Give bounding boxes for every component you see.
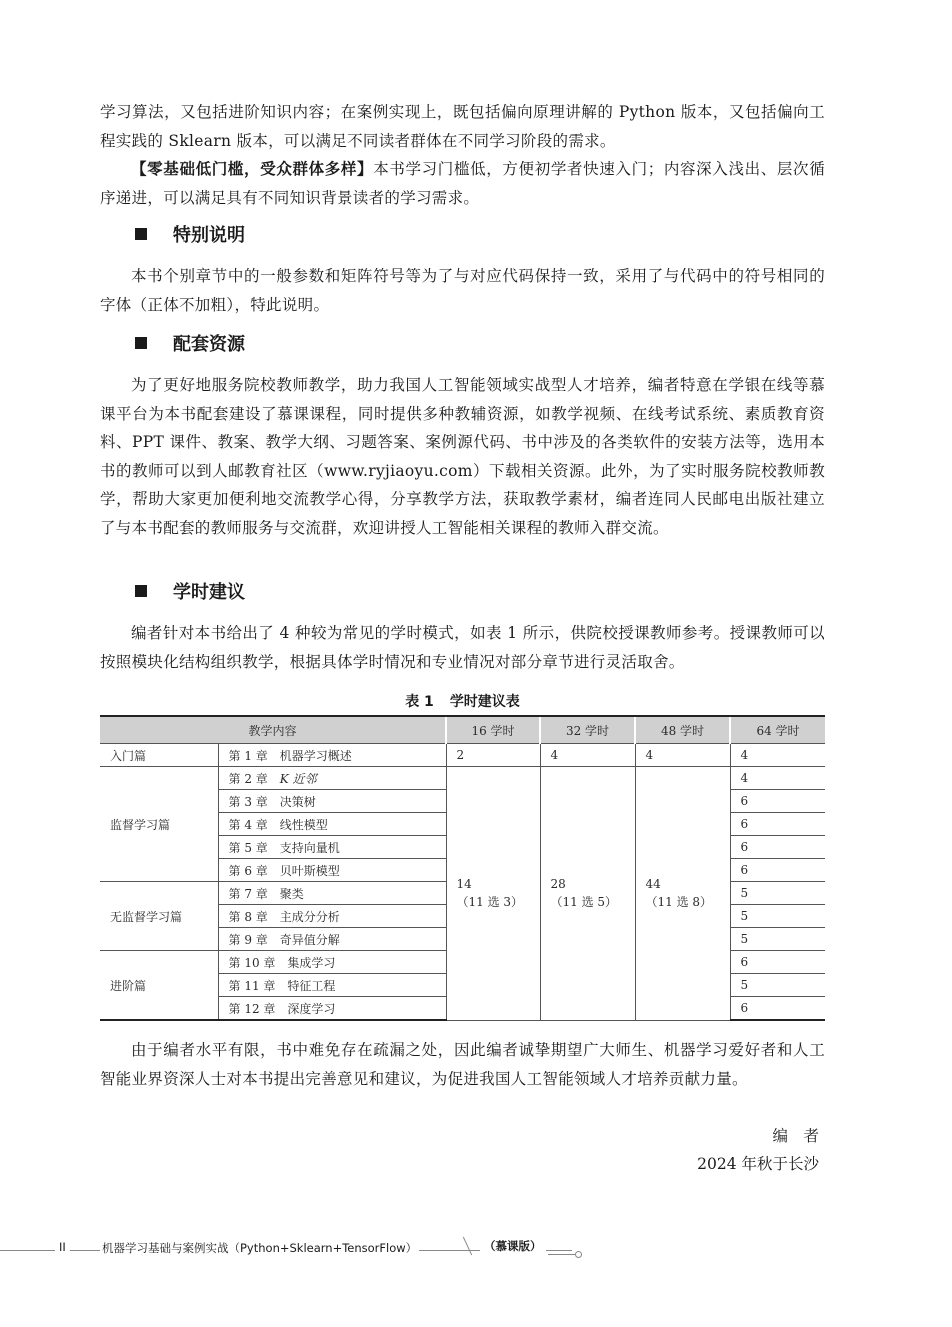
hours-32: 4 xyxy=(540,744,635,767)
chapter-cell xyxy=(218,951,446,974)
chapter-num: 第 12 章 xyxy=(228,1001,276,1016)
chapter-num: 第 11 章 xyxy=(228,978,276,993)
footer-divider xyxy=(463,1237,472,1256)
header-32h: 32 学时 xyxy=(540,716,635,744)
part-label: 进阶篇 xyxy=(100,951,218,1021)
table-caption xyxy=(100,692,825,712)
square-bullet-icon xyxy=(135,228,147,240)
chapter-num: 第 10 章 xyxy=(228,955,276,970)
footer-book-title: 机器学习基础与案例实战（Python+Sklearn+TensorFlow） xyxy=(102,1241,418,1255)
chapter-cell xyxy=(218,905,446,928)
chapter-name: 贝叶斯模型 xyxy=(279,863,340,878)
hours-64: 5 xyxy=(730,882,825,905)
chapter-name: 深度学习 xyxy=(287,1001,336,1016)
square-bullet-icon xyxy=(135,337,147,349)
footer-circle-icon xyxy=(575,1251,582,1258)
hours-48-value: 44 xyxy=(645,877,661,892)
chapter-cell xyxy=(218,744,446,767)
footer-edition-badge: （慕课版） xyxy=(480,1238,546,1254)
chapter-name: 主成分分析 xyxy=(279,909,340,924)
section-heading-hours xyxy=(135,581,245,605)
section-heading-text: 学时建议 xyxy=(173,582,245,603)
section-heading-text: 配套资源 xyxy=(173,334,245,355)
hours-64: 5 xyxy=(730,974,825,997)
chapter-cell xyxy=(218,790,446,813)
hours-64: 4 xyxy=(730,767,825,790)
paragraph-hours: 编者针对本书给出了 4 种较为常见的学时模式，如表 1 所示，供院校授课教师参考。授课教师可以按照模块化结构组织教学，根据具体学时情况和专业情况对部分章节进行灵活取舍。 xyxy=(100,624,825,671)
chapter-num: 第 8 章 xyxy=(228,909,268,924)
footer-tail-rule xyxy=(548,1254,576,1255)
part-label: 监督学习篇 xyxy=(100,767,218,882)
hours-64: 4 xyxy=(730,744,825,767)
table-row xyxy=(100,767,825,790)
chapter-num: 第 4 章 xyxy=(228,817,268,832)
hours-16-note: （11 选 3） xyxy=(456,895,524,910)
table-caption-number: 表 1 xyxy=(405,694,434,710)
paragraph-low-barrier-text: 本书学习门槛低，方便初学者快速入门；内容深入浅出、层次循序递进，可以满足具有不同知识背景读者的学习需求。 xyxy=(100,160,825,207)
chapter-name: 集成学习 xyxy=(287,955,336,970)
header-64h: 64 学时 xyxy=(730,716,825,744)
chapter-num: 第 5 章 xyxy=(228,840,268,855)
hours-48-note: （11 选 8） xyxy=(645,895,713,910)
chapter-name: 支持向量机 xyxy=(279,840,340,855)
signature-author: 编 者 xyxy=(772,1127,819,1145)
hours-16-value: 14 xyxy=(456,877,472,892)
chapter-cell xyxy=(218,859,446,882)
table-header-row xyxy=(100,716,825,744)
chapter-num: 第 1 章 xyxy=(228,748,268,763)
hours-64: 6 xyxy=(730,813,825,836)
hours-16: 2 xyxy=(446,744,540,767)
hours-32-note: （11 选 5） xyxy=(550,895,618,910)
hours-32-merged xyxy=(540,767,635,1021)
study-hours-table xyxy=(100,715,825,1021)
paragraph-low-barrier xyxy=(100,155,825,212)
square-bullet-icon xyxy=(135,585,147,597)
header-48h: 48 学时 xyxy=(635,716,730,744)
section-heading-text: 特别说明 xyxy=(173,225,245,246)
hours-64: 6 xyxy=(730,790,825,813)
section-heading-special-notes xyxy=(135,224,245,248)
page-footer xyxy=(0,1230,952,1260)
header-content: 教学内容 xyxy=(100,716,446,744)
hours-64: 5 xyxy=(730,928,825,951)
hours-64: 6 xyxy=(730,859,825,882)
chapter-cell xyxy=(218,813,446,836)
paragraph-lead-label: 【零基础低门槛，受众群体多样】 xyxy=(131,159,374,178)
chapter-name: 决策树 xyxy=(279,794,316,809)
paragraph-notation: 本书个别章节中的一般参数和矩阵符号等为了与对应代码保持一致，采用了与代码中的符号相同的字体（正体不加粗），特此说明。 xyxy=(100,267,825,314)
table-caption-title: 学时建议表 xyxy=(449,694,520,710)
chapter-name: 特征工程 xyxy=(287,978,336,993)
hours-64: 6 xyxy=(730,997,825,1021)
hours-48: 4 xyxy=(635,744,730,767)
header-16h: 16 学时 xyxy=(446,716,540,744)
hours-32-value: 28 xyxy=(550,877,566,892)
hours-16-merged xyxy=(446,767,540,1021)
paragraph-intro-continued: 学习算法，又包括进阶知识内容；在案例实现上，既包括偏向原理讲解的 Python 版本，又包括偏向工程实践的 Sklearn 版本，可以满足不同读者群体在不同学习阶段的需求。 xyxy=(100,103,825,150)
paragraph-resources: 为了更好地服务院校教师教学，助力我国人工智能领域实战型人才培养，编者特意在学银在线等慕课平台为本书配套建设了慕课课程，同时提供多种教辅资源，如教学视频、在线考试系统、素质教育资料、PPT 课件、教案、教学大纲、习题答案、案例源代码、书中涉及的各类软件的安装方法等，选用本书的教师可以到人邮教育社区（www.ryjiaoyu.com）下载相关资源。此外，为了实时服务院校教师教学，帮助大家更加便利地交流教学心得，分享教学方法，获取教学素材，编者连同人民邮电出版社建立了与本书配套的教师服务与交流群，欢迎讲授人工智能相关课程的教师入群交流。 xyxy=(100,376,825,537)
paragraph-closing: 由于编者水平有限，书中难免存在疏漏之处，因此编者诚挚期望广大师生、机器学习爱好者和人工智能业界资深人士对本书提出完善意见和建议，为促进我国人工智能领域人才培养贡献力量。 xyxy=(100,1041,825,1088)
chapter-name: 聚类 xyxy=(279,886,304,901)
chapter-num: 第 6 章 xyxy=(228,863,268,878)
chapter-num: 第 9 章 xyxy=(228,932,268,947)
signature-date: 2024 年秋于长沙 xyxy=(697,1155,819,1173)
chapter-num: 第 3 章 xyxy=(228,794,268,809)
chapter-cell xyxy=(218,928,446,951)
chapter-cell xyxy=(218,882,446,905)
part-label: 无监督学习篇 xyxy=(100,882,218,951)
chapter-num: 第 2 章 xyxy=(228,771,268,786)
chapter-cell xyxy=(218,997,446,1021)
hours-64: 6 xyxy=(730,951,825,974)
chapter-cell xyxy=(218,974,446,997)
chapter-cell xyxy=(218,767,446,790)
chapter-name: K 近邻 xyxy=(279,771,317,786)
part-label: 入门篇 xyxy=(100,744,218,767)
page-number: II xyxy=(55,1240,70,1254)
hours-64: 5 xyxy=(730,905,825,928)
chapter-name: 机器学习概述 xyxy=(279,748,352,763)
hours-48-merged xyxy=(635,767,730,1021)
chapter-num: 第 7 章 xyxy=(228,886,268,901)
chapter-name: 奇异值分解 xyxy=(279,932,340,947)
hours-64: 6 xyxy=(730,836,825,859)
chapter-cell xyxy=(218,836,446,859)
section-heading-resources xyxy=(135,333,245,357)
table-row xyxy=(100,744,825,767)
chapter-name: 线性模型 xyxy=(279,817,328,832)
